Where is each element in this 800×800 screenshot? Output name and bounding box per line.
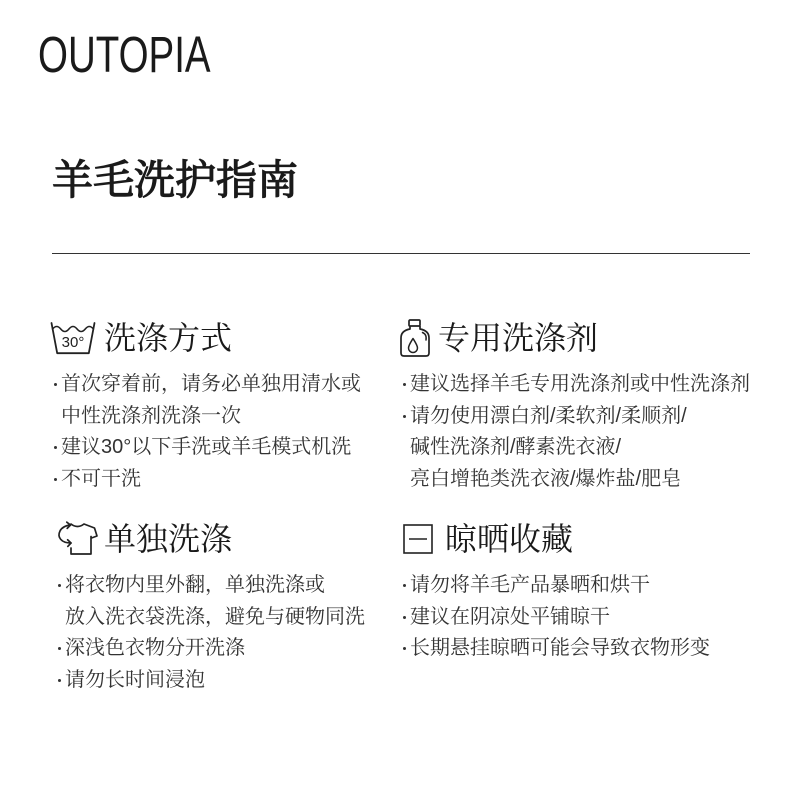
- section-title: 洗涤方式: [104, 320, 233, 356]
- list-item: [50, 464, 410, 496]
- item-line: 请勿将羊毛产品暴晒和烘干: [410, 574, 650, 596]
- bottle-graphic: [399, 319, 431, 357]
- tshirt-outline: [71, 524, 97, 554]
- list-item: [50, 369, 410, 432]
- bullet-dot: [403, 584, 406, 587]
- section-title: 晾晒收藏: [445, 521, 574, 557]
- bullet-dot: [54, 446, 57, 449]
- item-line: 碱性洗涤剂/酵素洗衣液/: [410, 436, 622, 458]
- list-item: [54, 570, 414, 633]
- wash-tub-graphic: [50, 321, 96, 355]
- water-wave: [53, 327, 94, 332]
- item-line: 长期悬挂晾晒可能会导致衣物形变: [410, 637, 710, 659]
- bullet-dot: [403, 616, 406, 619]
- section-title: 专用洗涤剂: [438, 320, 599, 356]
- care-list: [54, 570, 414, 696]
- item-line: 中性洗涤剂洗涤一次: [61, 404, 241, 427]
- tshirt-inside-out-icon: [54, 521, 98, 557]
- item-line: 放入洗衣袋洗涤，避免与硬物同洗: [65, 605, 365, 628]
- bullet-dot: [58, 584, 61, 587]
- list-item: [50, 432, 410, 464]
- section-washing-method: [50, 318, 410, 495]
- page-title: 羊毛洗护指南: [52, 157, 298, 203]
- detergent-bottle-icon: [399, 319, 431, 357]
- bullet-dot: [58, 679, 61, 682]
- brand-logo: [38, 26, 267, 83]
- section-header: [50, 318, 410, 358]
- list-item: [399, 602, 759, 634]
- bottle-drop: [409, 339, 418, 353]
- list-item: [399, 401, 769, 496]
- bullet-dot: [403, 383, 406, 386]
- item-line: 亮白增艳类洗衣液/爆炸盐/肥皂: [410, 467, 682, 490]
- care-list: [399, 369, 769, 495]
- item-line: 深浅色衣物分开洗涤: [65, 637, 245, 659]
- brand-wordmark: OUTOPIA: [38, 26, 211, 83]
- bullet-dot: [54, 478, 57, 481]
- care-list: [50, 369, 410, 495]
- item-line: 请勿长时间浸泡: [65, 668, 205, 691]
- section-wash-separately: [54, 519, 414, 696]
- dry-flat-icon: [403, 524, 433, 554]
- list-item: [54, 633, 414, 665]
- item-line: 请勿使用漂白剂/柔软剂/柔顺剂/: [410, 404, 687, 427]
- section-header: [399, 318, 769, 358]
- title-divider: [52, 253, 750, 254]
- bottle-cap: [409, 320, 420, 326]
- wash-temperature: 30°: [61, 334, 85, 351]
- section-header: [399, 519, 759, 559]
- care-list: [399, 570, 759, 665]
- section-title: 单独洗涤: [104, 521, 233, 557]
- section-drying-storage: [399, 519, 759, 665]
- list-item: [399, 570, 759, 602]
- bottle-handle: [423, 333, 427, 341]
- item-line: 建议选择羊毛专用洗涤剂或中性洗涤剂: [410, 373, 750, 395]
- bullet-dot: [54, 383, 57, 386]
- wash-30-icon: [50, 321, 96, 355]
- bullet-dot: [403, 647, 406, 650]
- item-line: 建议在阴凉处平铺晾干: [410, 605, 610, 628]
- item-line: 首次穿着前，请务必单独用清水或: [61, 373, 361, 395]
- dry-flat-graphic: [403, 524, 433, 554]
- list-item: [399, 369, 769, 401]
- item-line: 建议30°以下手洗或羊毛模式机洗: [61, 436, 352, 458]
- list-item: [54, 665, 414, 697]
- item-line: 不可干洗: [61, 467, 141, 490]
- section-header: [54, 519, 414, 559]
- bullet-dot: [403, 415, 406, 418]
- list-item: [399, 633, 759, 665]
- tshirt-graphic: [54, 521, 98, 557]
- item-line: 将衣物内里外翻，单独洗涤或: [65, 574, 325, 596]
- bullet-dot: [58, 647, 61, 650]
- section-detergent: [399, 318, 769, 495]
